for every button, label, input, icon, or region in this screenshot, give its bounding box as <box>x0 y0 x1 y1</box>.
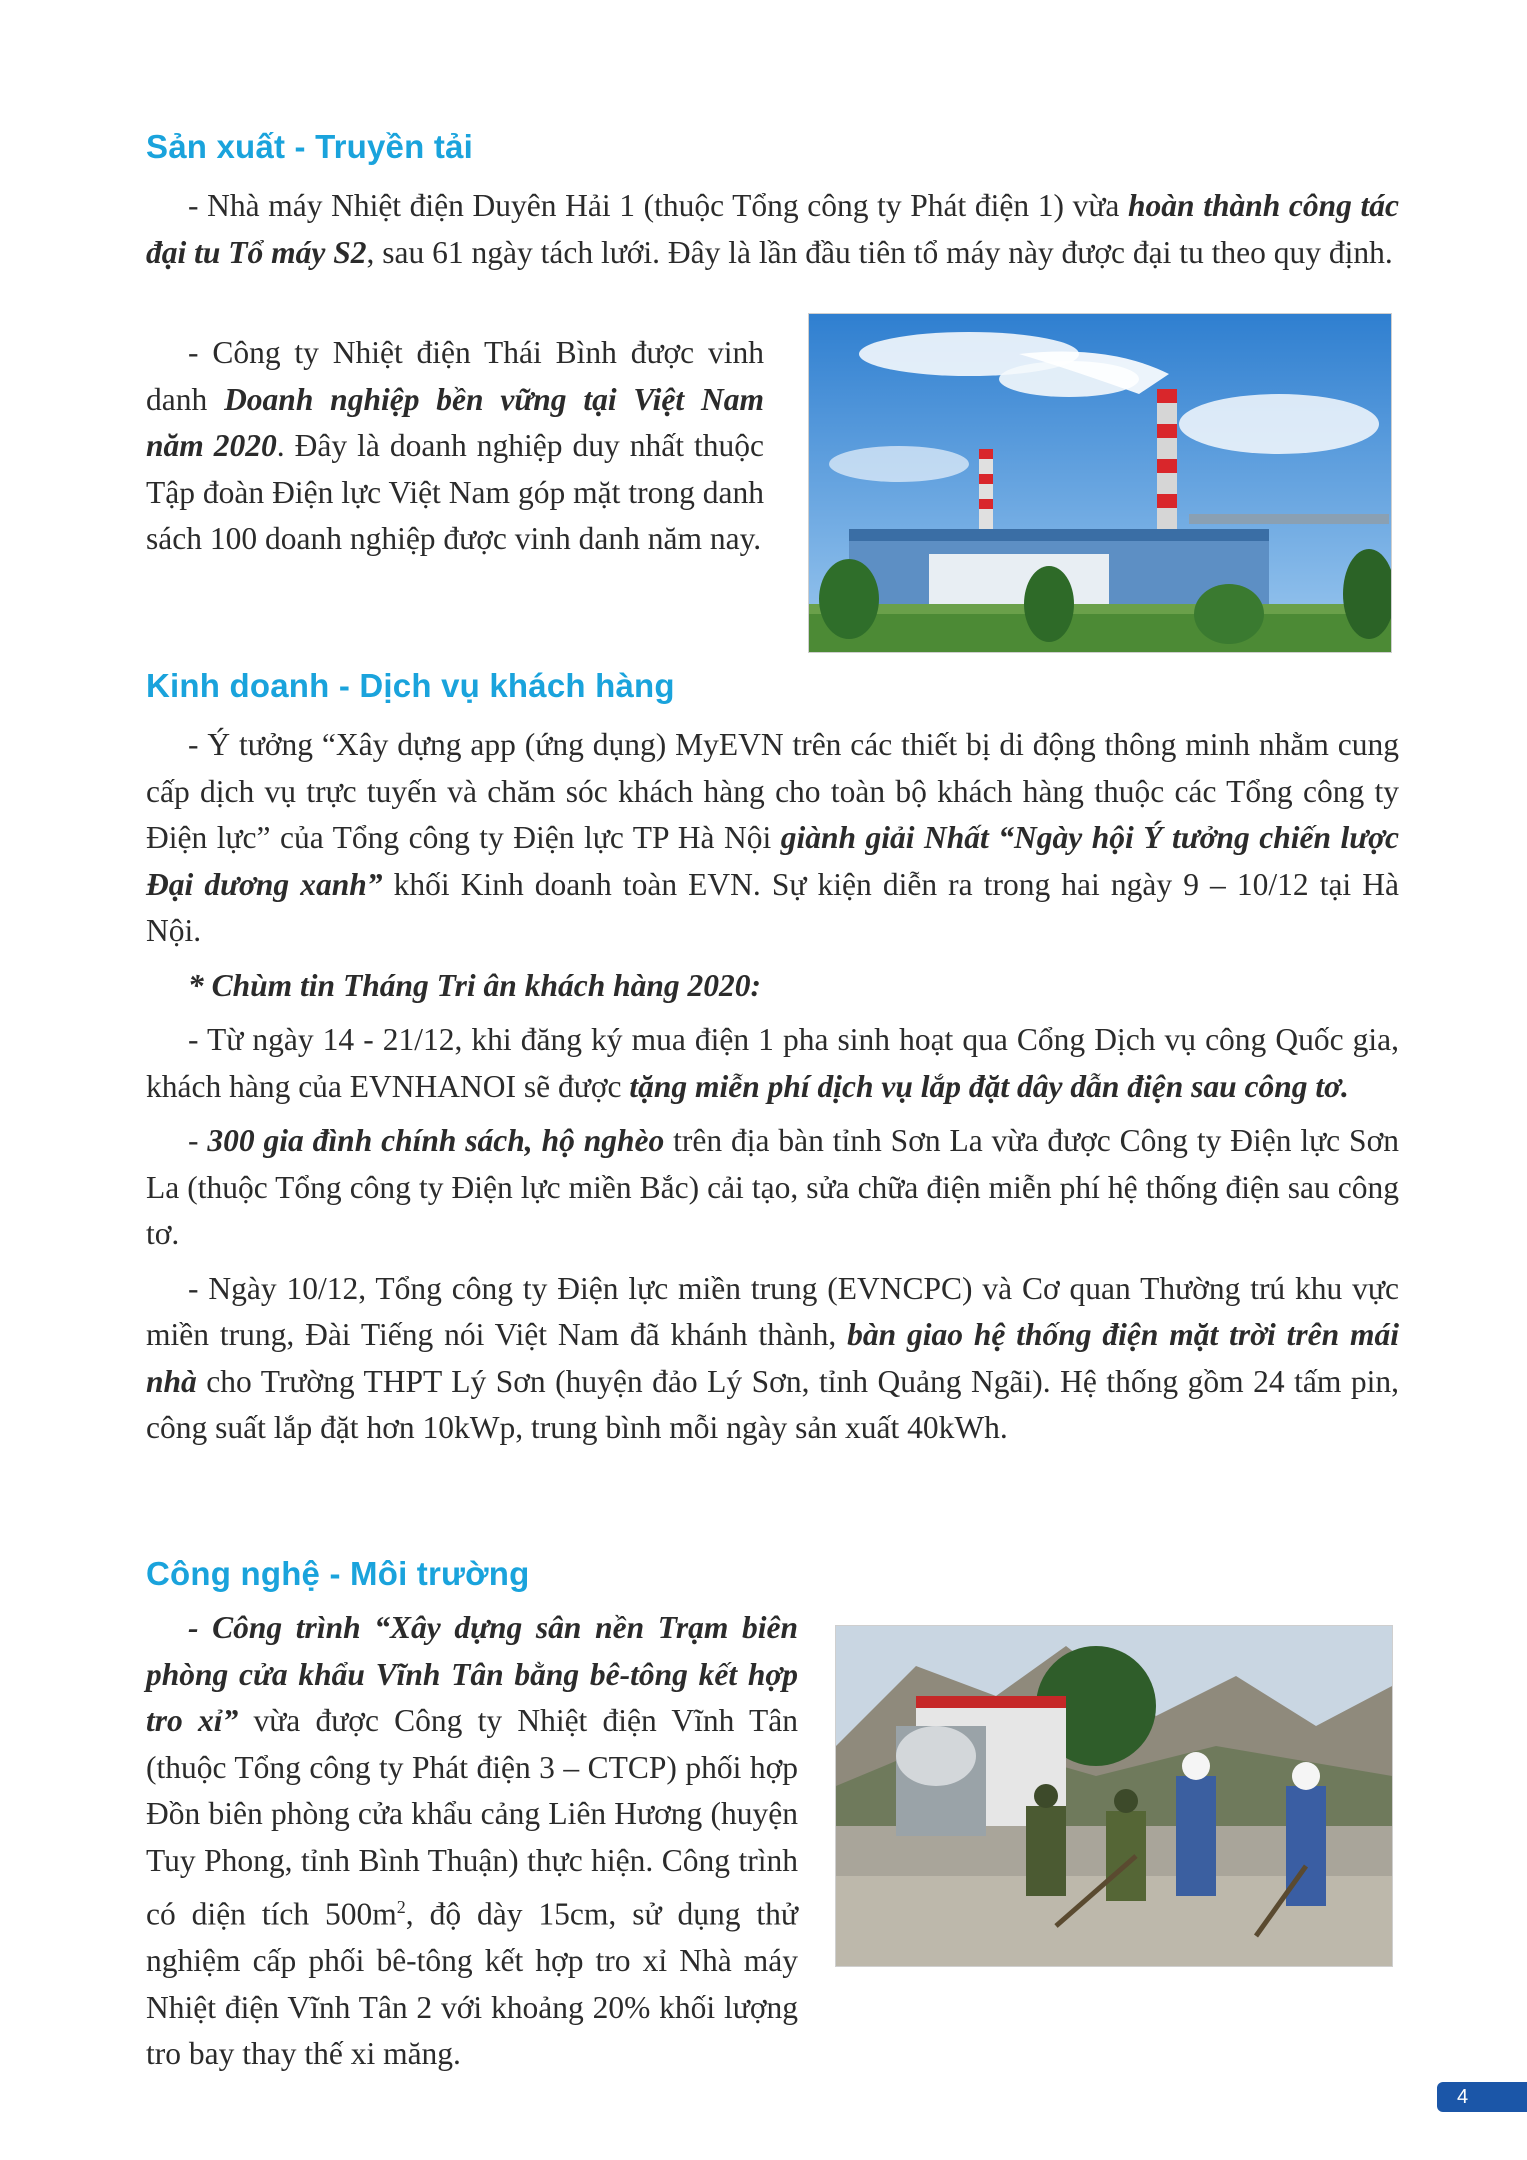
page-number-tab <box>1437 2082 1527 2112</box>
business-subheading: * Chùm tin Tháng Tri ân khách hàng 2020: <box>188 967 761 1003</box>
production-paragraph-2: - Công ty Nhiệt điện Thái Bình được vinh danh Doanh nghiệp bền vững tại Việt Nam năm 2020. Đây là doanh nghiệp duy nhất thuộc Tập đoàn Điện lực Việt Nam góp mặt trong danh sách 100 doanh nghiệp được vinh danh năm nay. <box>146 335 764 556</box>
section-heading-production: Sản xuất - Truyền tải <box>146 128 473 165</box>
technology-paragraph-1: - Công trình “Xây dựng sân nền Trạm biên phòng cửa khẩu Vĩnh Tân bằng bê-tông kết hợp tro xỉ” vừa được Công ty Nhiệt điện Vĩnh Tân (thuộc Tổng công ty Phát điện 3 – CTCP) phối hợp Đồn biên phòng cửa khẩu cảng Liên Hương (huyện Tuy Phong, tỉnh Bình Thuận) thực hiện. Công trình có diện tích $500m^2$, độ dày 15cm, sử dụng thử nghiệm cấp phối bê-tông kết hợp tro xỉ Nhà máy Nhiệt điện Vĩnh Tân 2 với khoảng 20% khối lượng tro bay thay thế xi măng. <box>146 1610 799 2071</box>
construction-workers-photo <box>835 1625 1393 1967</box>
business-paragraph-2: - Từ ngày 14 - 21/12, khi đăng ký mua điện 1 pha sinh hoạt qua Cổng Dịch vụ công Quốc gia, khách hàng của EVNHANOI sẽ được tặng miễn phí dịch vụ lắp đặt dây dẫn điện sau công tơ. <box>146 1022 1399 1104</box>
power-plant-photo <box>808 313 1392 653</box>
production-paragraph-1: - Nhà máy Nhiệt điện Duyên Hải 1 (thuộc Tổng công ty Phát điện 1) vừa hoàn thành công tác đại tu Tổ máy S2, sau 61 ngày tách lưới. Đây là lần đầu tiên tổ máy này được đại tu theo quy định. <box>146 188 1399 270</box>
business-paragraphs <box>146 722 1399 1452</box>
section-heading-technology: Công nghệ - Môi trường <box>146 1555 530 1592</box>
page-number: 4 <box>1457 2085 1469 2108</box>
business-paragraph-3: - 300 gia đình chính sách, hộ nghèo trên địa bàn tỉnh Sơn La vừa được Công ty Điện lực Sơn La (thuộc Tổng công ty Điện lực miền Bắc) cải tạo, sửa chữa điện miễn phí hệ thống điện sau công tơ. <box>146 1123 1399 1251</box>
section-heading-business: Kinh doanh - Dịch vụ khách hàng <box>146 667 675 704</box>
business-paragraph-4: - Ngày 10/12, Tổng công ty Điện lực miền trung (EVNCPC) và Cơ quan Thường trú khu vực miền trung, Đài Tiếng nói Việt Nam đã khánh thành, bàn giao hệ thống điện mặt trời trên mái nhà cho Trường THPT Lý Sơn (huyện đảo Lý Sơn, tỉnh Quảng Ngãi). Hệ thống gồm 24 tấm pin, công suất lắp đặt hơn 10kWp, trung bình mỗi ngày sản xuất 40kWh. <box>146 1270 1399 1445</box>
business-paragraph-1: - Ý tưởng “Xây dựng app (ứng dụng) MyEVN trên các thiết bị di động thông minh nhằm cung cấp dịch vụ trực tuyến và chăm sóc khách hàng cho toàn bộ khách hàng thuộc các Tổng công ty Điện lực” của Tổng công ty Điện lực TP Hà Nội giành giải Nhất “Ngày hội Ý tưởng chiến lược Đại dương xanh” khối Kinh doanh toàn EVN. Sự kiện diễn ra trong hai ngày 9 – 10/12 tại Hà Nội. <box>146 727 1399 948</box>
